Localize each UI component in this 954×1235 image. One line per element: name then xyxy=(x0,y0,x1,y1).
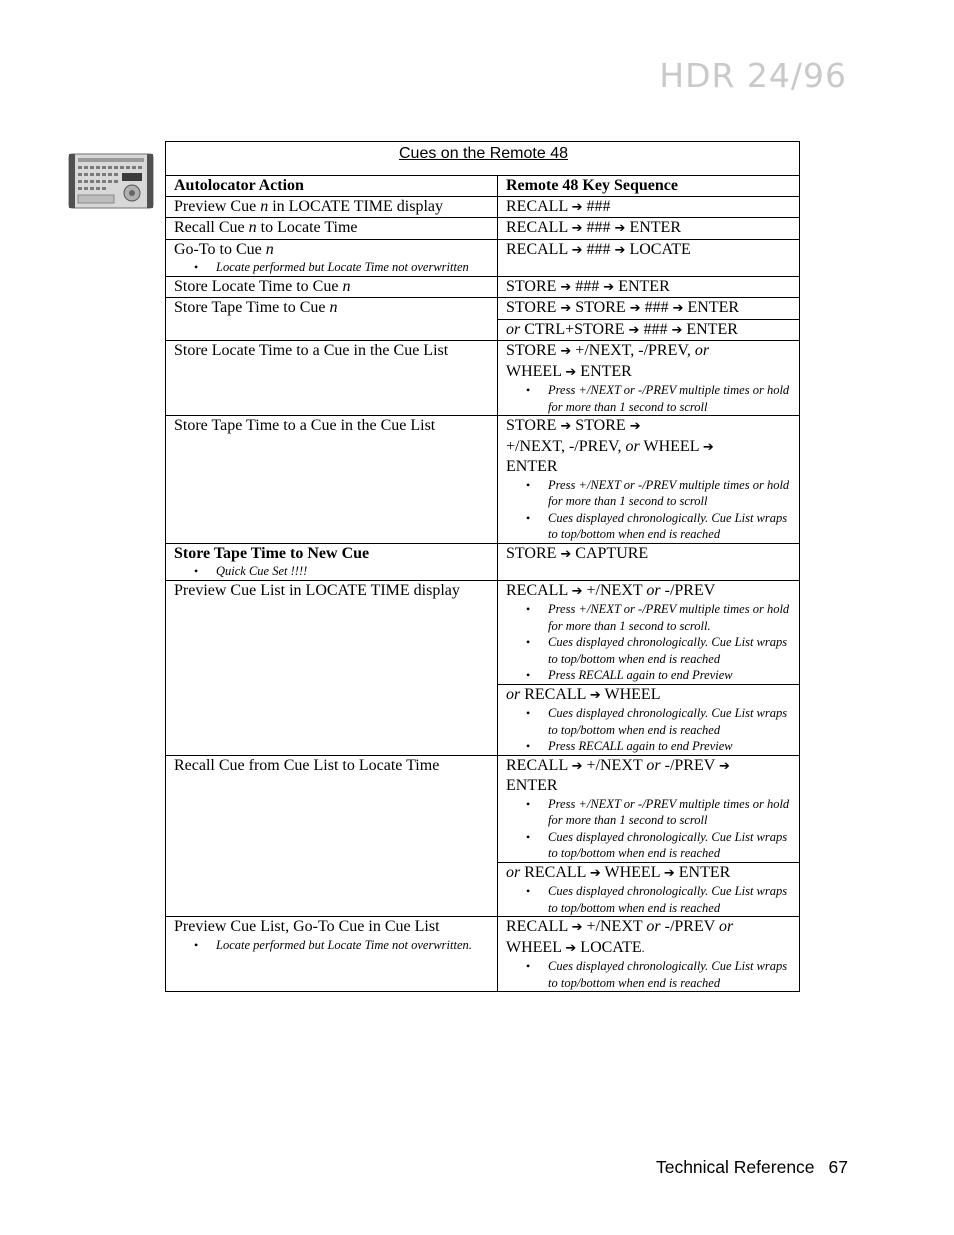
key-sequence-cell: RECALL ➔ ### ➔ ENTER xyxy=(498,218,800,240)
action-cell: Store Tape Time to New Cue • Quick Cue Set !!!! xyxy=(166,543,498,580)
arrow-right-icon: ➔ xyxy=(571,920,583,935)
table-row xyxy=(166,580,800,684)
table-row xyxy=(166,276,800,298)
action-cell: Store Tape Time to Cue n xyxy=(166,298,498,341)
arrow-right-icon: ➔ xyxy=(702,439,714,455)
remote-48-device-icon xyxy=(68,153,154,209)
action-cell: Preview Cue n in LOCATE TIME display xyxy=(166,196,498,218)
action-cell: Preview Cue List in LOCATE TIME display xyxy=(166,580,498,755)
page-number: 67 xyxy=(828,1157,848,1177)
arrow-right-icon: ➔ xyxy=(589,687,601,703)
key-sequence-cell: STORE ➔ +/NEXT, -/PREV, or WHEEL ➔ ENTER • Press +/NEXT or -/PREV multiple times or hold for more than 1 second to scroll xyxy=(498,341,800,416)
note-item: • Quick Cue Set !!!! xyxy=(216,563,491,580)
arrow-right-icon: ➔ xyxy=(571,221,583,236)
action-cell: Recall Cue from Cue List to Locate Time xyxy=(166,755,498,917)
table-row xyxy=(166,755,800,862)
arrow-right-icon: ➔ xyxy=(629,301,641,316)
arrow-right-icon: ➔ xyxy=(560,279,572,295)
note-item: • Locate performed but Locate Time not overwritten xyxy=(216,259,491,276)
product-title: HDR 24/96 xyxy=(659,56,847,95)
note-item: • Press RECALL again to end Preview xyxy=(548,667,793,684)
key-sequence-cell: RECALL ➔ +/NEXT or -/PREV ➔ ENTER • Press +/NEXT or -/PREV multiple times or hold for more than 1 second to scroll • Cues displayed chronologically. Cue List wraps to top/bottom when end is reached xyxy=(498,755,800,862)
key-sequence-cell: RECALL ➔ ### ➔ LOCATE xyxy=(498,239,800,276)
note-item: • Press +/NEXT or -/PREV multiple times or hold for more than 1 second to scroll xyxy=(548,477,793,510)
table-row xyxy=(166,239,800,276)
arrow-right-icon: ➔ xyxy=(672,301,684,316)
arrow-right-icon: ➔ xyxy=(629,419,641,434)
arrow-right-icon: ➔ xyxy=(671,322,683,338)
key-sequence-cell: or RECALL ➔ WHEEL • Cues displayed chronologically. Cue List wraps to top/bottom when end is reached • Press RECALL again to end Preview xyxy=(498,684,800,755)
note-item: • Cues displayed chronologically. Cue List wraps to top/bottom when end is reached xyxy=(548,958,793,991)
arrow-right-icon: ➔ xyxy=(663,865,675,881)
arrow-right-icon: ➔ xyxy=(603,279,615,295)
key-sequence-cell: STORE ➔ STORE ➔ ### ➔ ENTER xyxy=(498,298,800,320)
arrow-right-icon: ➔ xyxy=(614,221,626,236)
note-item: • Locate performed but Locate Time not overwritten. xyxy=(216,937,491,954)
table-row xyxy=(166,298,800,320)
key-sequence-cell: RECALL ➔ +/NEXT or -/PREV • Press +/NEXT or -/PREV multiple times or hold for more than 1 second to scroll. • Cues displayed chronologically. Cue List wraps to top/bottom when end is reached • Press RECALL again to end Preview xyxy=(498,580,800,684)
arrow-right-icon: ➔ xyxy=(571,758,583,774)
table-row xyxy=(166,543,800,580)
column-header-keys: Remote 48 Key Sequence xyxy=(498,176,800,197)
arrow-right-icon: ➔ xyxy=(628,322,640,338)
column-header-action: Autolocator Action xyxy=(166,176,498,197)
key-sequence-cell: or RECALL ➔ WHEEL ➔ ENTER • Cues displayed chronologically. Cue List wraps to top/bottom when end is reached xyxy=(498,862,800,917)
note-item: • Cues displayed chronologically. Cue List wraps to top/bottom when end is reached xyxy=(548,510,793,543)
action-cell: Go-To to Cue n • Locate performed but Locate Time not overwritten xyxy=(166,239,498,276)
arrow-right-icon: ➔ xyxy=(719,758,730,774)
action-cell: Store Locate Time to Cue n xyxy=(166,276,498,298)
arrow-right-icon: ➔ xyxy=(571,199,583,215)
table-title: Cues on the Remote 48 xyxy=(166,142,800,176)
action-cell: Store Locate Time to a Cue in the Cue List xyxy=(166,341,498,416)
arrow-right-icon: ➔ xyxy=(571,583,583,599)
key-sequence-cell: RECALL ➔ ### xyxy=(498,196,800,218)
note-item: • Cues displayed chronologically. Cue List wraps to top/bottom when end is reached xyxy=(548,883,793,916)
arrow-right-icon: ➔ xyxy=(560,546,572,562)
note-item: • Press RECALL again to end Preview xyxy=(548,738,793,755)
table-row xyxy=(166,218,800,240)
key-sequence-cell: or CTRL+STORE ➔ ### ➔ ENTER xyxy=(498,319,800,341)
arrow-right-icon: ➔ xyxy=(565,940,577,956)
key-sequence-cell: STORE ➔ STORE ➔ +/NEXT, -/PREV, or WHEEL ➔ ENTER • Press +/NEXT or -/PREV multiple times or hold for more than 1 second to scroll • Cues displayed chronologically. Cue List wraps to top/bottom when end is reached xyxy=(498,416,800,544)
action-cell: Store Tape Time to a Cue in the Cue List xyxy=(166,416,498,544)
arrow-right-icon: ➔ xyxy=(560,344,572,359)
note-item: • Press +/NEXT or -/PREV multiple times or hold for more than 1 second to scroll xyxy=(548,382,793,415)
arrow-right-icon: ➔ xyxy=(614,242,626,258)
key-sequence-cell: STORE ➔ ### ➔ ENTER xyxy=(498,276,800,298)
arrow-right-icon: ➔ xyxy=(560,301,572,316)
action-cell: Recall Cue n to Locate Time xyxy=(166,218,498,240)
key-sequence-cell: RECALL ➔ +/NEXT or -/PREV or WHEEL ➔ LOCATE. • Cues displayed chronologically. Cue List wraps to top/bottom when end is reached xyxy=(498,917,800,992)
note-item: • Cues displayed chronologically. Cue List wraps to top/bottom when end is reached xyxy=(548,829,793,862)
page-footer xyxy=(656,1157,848,1178)
note-item: • Cues displayed chronologically. Cue List wraps to top/bottom when end is reached xyxy=(548,634,793,667)
arrow-right-icon: ➔ xyxy=(560,419,572,434)
note-item: • Press +/NEXT or -/PREV multiple times or hold for more than 1 second to scroll xyxy=(548,796,793,829)
key-sequence-cell: STORE ➔ CAPTURE xyxy=(498,543,800,580)
table-row xyxy=(166,341,800,416)
table-row xyxy=(166,917,800,992)
cues-table xyxy=(165,141,800,992)
table-row xyxy=(166,416,800,544)
note-item: • Cues displayed chronologically. Cue List wraps to top/bottom when end is reached xyxy=(548,705,793,738)
arrow-right-icon: ➔ xyxy=(589,865,601,881)
section-name: Technical Reference xyxy=(655,1157,815,1177)
action-cell: Preview Cue List, Go-To Cue in Cue List • Locate performed but Locate Time not overwritten. xyxy=(166,917,498,992)
note-item: • Press +/NEXT or -/PREV multiple times or hold for more than 1 second to scroll. xyxy=(548,601,793,634)
arrow-right-icon: ➔ xyxy=(565,364,577,380)
table-row xyxy=(166,196,800,218)
arrow-right-icon: ➔ xyxy=(571,242,583,258)
